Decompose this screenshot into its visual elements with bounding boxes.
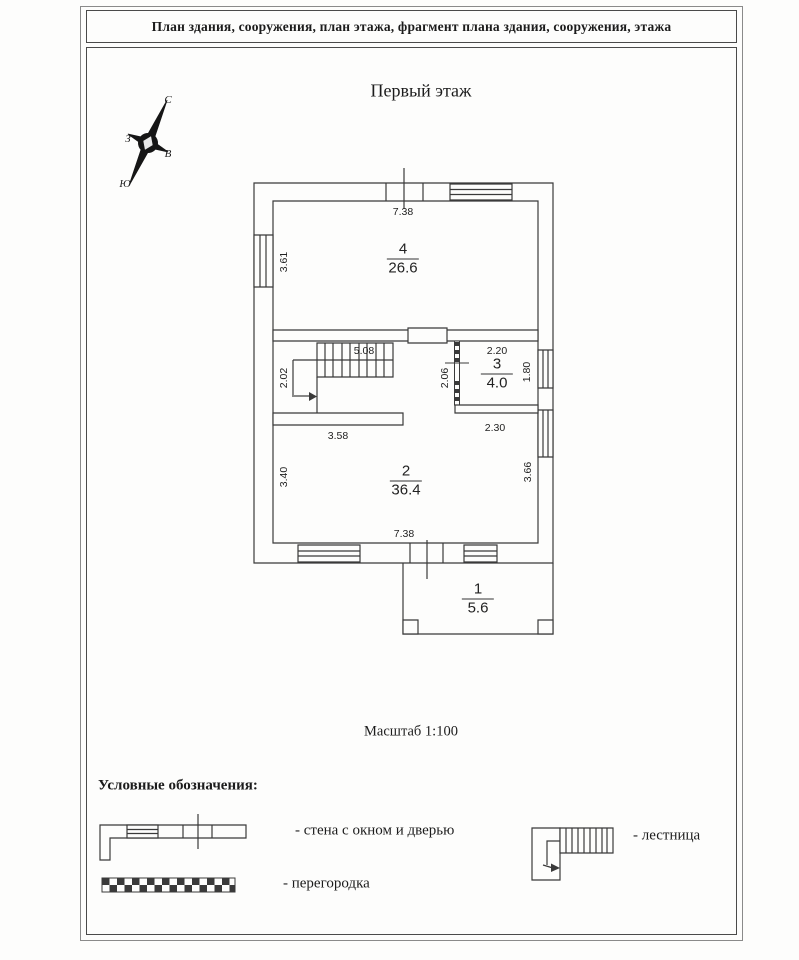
- legend-title: Условные обозначения:: [98, 777, 258, 794]
- dim-bottom-width: 7.38: [393, 528, 415, 540]
- bottom-wall-window-left-icon: [298, 545, 360, 562]
- dim-room3-right: 1.80: [521, 361, 533, 383]
- legend-label-wall: - стена с окном и дверью: [295, 822, 455, 839]
- room-label-1: [462, 582, 494, 617]
- staircase-icon: [293, 343, 393, 413]
- compass-label-north: С: [164, 94, 172, 106]
- dim-stair-hall-left: 2.02: [278, 367, 290, 389]
- dim-room3-bottom: 2.30: [484, 422, 506, 434]
- bottom-wall-window-right-icon: [464, 545, 497, 562]
- floor-title: Первый этаж: [370, 80, 472, 101]
- interior-wall-room4: [273, 328, 538, 343]
- room-area: 4.0: [486, 374, 508, 392]
- top-wall-door: [386, 168, 423, 209]
- room-area: 36.4: [391, 481, 421, 499]
- legend-label-stairs: - лестница: [633, 827, 701, 844]
- top-wall-window-icon: [450, 184, 512, 200]
- dim-stairs-length: 5.08: [353, 345, 375, 357]
- page-title: План здания, сооружения, план этажа, фрагмент плана здания, сооружения, этажа: [151, 18, 672, 34]
- dim-room3-width: 2.20: [486, 345, 508, 357]
- compass-label-east: В: [164, 148, 172, 160]
- left-wall-window-icon: [254, 235, 273, 287]
- legend-symbol-partition-icon: [102, 878, 235, 892]
- room-area: 5.6: [467, 599, 489, 617]
- scale-label: Масштаб 1:100: [364, 723, 458, 740]
- right-wall-window-lower-icon: [538, 410, 553, 457]
- compass-label-west: З: [125, 133, 131, 145]
- dim-room2-left: 3.40: [278, 466, 290, 488]
- dim-room2-right: 3.66: [522, 461, 534, 483]
- legend-symbol-stairs-icon: [532, 828, 613, 880]
- room-label-4: [387, 242, 419, 277]
- room-label-3: [481, 357, 513, 392]
- dim-stair-hall-width: 3.58: [327, 430, 349, 442]
- right-wall-window-upper-icon: [538, 350, 553, 388]
- dim-room3-left: 2.06: [439, 367, 451, 389]
- compass-label-south: Ю: [119, 178, 131, 190]
- legend-symbol-wall-icon: [100, 814, 246, 860]
- room-label-2: [390, 464, 422, 499]
- legend-label-partition: - перегородка: [283, 875, 370, 892]
- compass-rose-icon: [109, 91, 187, 195]
- dim-top-width: 7.38: [392, 206, 414, 218]
- room-number: 2: [390, 464, 422, 482]
- stair-hall-wall: [273, 413, 403, 425]
- dim-left-window: 3.61: [278, 251, 290, 273]
- room-number: 1: [462, 582, 494, 600]
- room-area: 26.6: [388, 259, 418, 277]
- room-number: 3: [481, 357, 513, 375]
- room-number: 4: [387, 242, 419, 260]
- room3-bottom-wall: [455, 405, 538, 413]
- entrance-door: [410, 540, 443, 579]
